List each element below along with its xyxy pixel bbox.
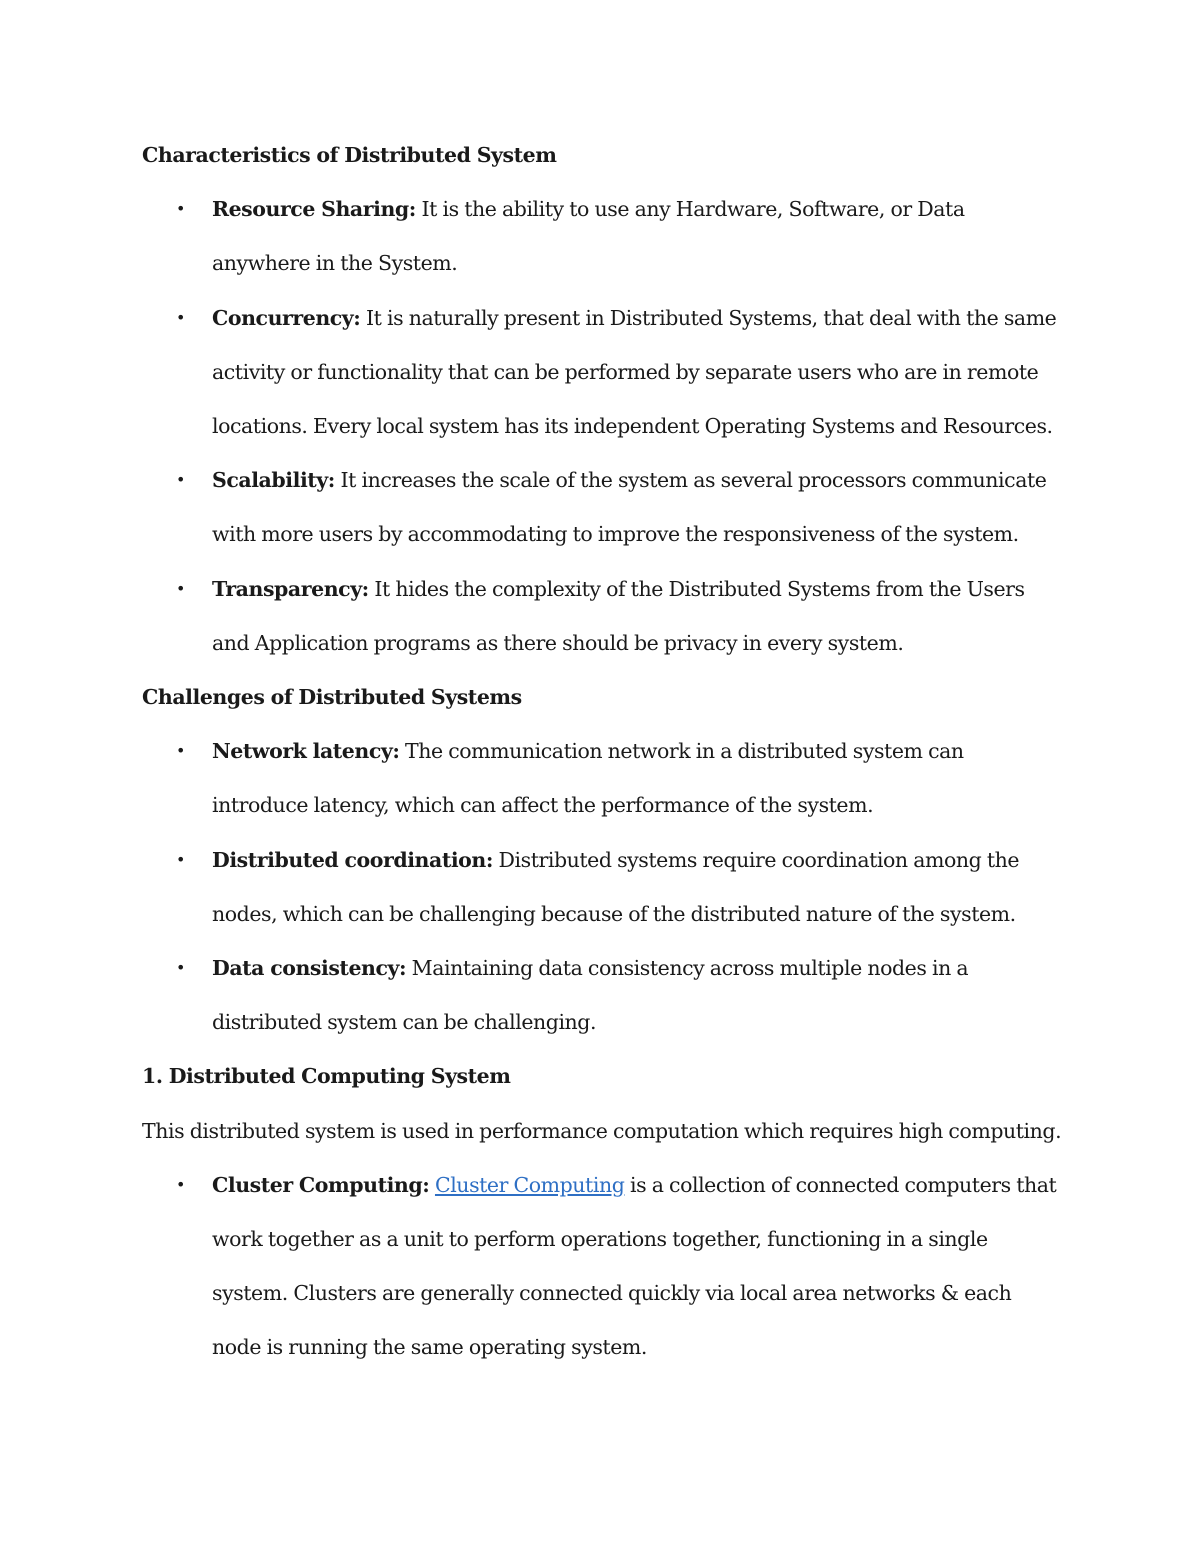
item-term: Data consistency: xyxy=(212,956,407,981)
item-text: It is naturally present in Distributed Systems, that deal with the same activity or functionality that can be performed by separate users who are in remote locations. Every local system has its independent Operating Systems and Resources. xyxy=(212,305,1057,439)
item-term: Scalability: xyxy=(212,468,335,493)
bullet-icon: • xyxy=(176,578,185,598)
bullet-icon: • xyxy=(176,307,185,327)
list-item xyxy=(142,182,1062,290)
item-text: It hides the complexity of the Distributed Systems from the Users and Application programs as there should be privacy in every system. xyxy=(212,576,1025,655)
bullet-icon: • xyxy=(176,1174,185,1194)
list-item xyxy=(142,941,1062,1049)
item-term: Transparency: xyxy=(212,576,369,601)
list-item xyxy=(142,562,1062,670)
bullet-icon: • xyxy=(176,741,185,761)
list-item xyxy=(142,724,1062,832)
item-text: The communication network in a distributed system can introduce latency, which can affect the performance of the system. xyxy=(212,739,964,818)
section-heading-challenges: Challenges of Distributed Systems xyxy=(142,685,522,710)
challenges-list xyxy=(142,724,1062,1049)
bullet-icon: • xyxy=(176,199,185,219)
item-text: It increases the scale of the system as several processors communicate with more users by accommodating to improve the responsiveness of the system. xyxy=(212,468,1047,547)
section-heading-characteristics: Characteristics of Distributed System xyxy=(142,143,557,167)
item-text: Distributed systems require coordination among the nodes, which can be challenging because of the distributed nature of the system. xyxy=(212,847,1020,926)
document-page xyxy=(142,128,1062,1375)
item-text: It is the ability to use any Hardware, Software, or Data anywhere in the System. xyxy=(212,197,965,276)
item-term: Resource Sharing: xyxy=(212,197,416,222)
bullet-icon: • xyxy=(176,849,185,869)
cluster-computing-link[interactable]: Cluster Computing xyxy=(434,1172,625,1197)
item-term: Cluster Computing: xyxy=(212,1172,430,1197)
item-term: Concurrency: xyxy=(212,305,361,330)
characteristics-list xyxy=(142,182,1062,670)
item-text: is a collection of connected computers that work together as a unit to perform operations together, functioning in a single system. Clusters are generally connected quickly via local area networks & each node is running the same operating system. xyxy=(212,1172,1057,1360)
list-item xyxy=(142,453,1062,561)
list-item xyxy=(142,291,1062,454)
section-intro: This distributed system is used in performance computation which requires high computing. xyxy=(142,1118,1062,1143)
item-term: Network latency: xyxy=(212,739,400,764)
item-term: Distributed coordination: xyxy=(212,847,493,872)
bullet-icon: • xyxy=(176,958,185,978)
bullet-icon: • xyxy=(176,470,185,490)
list-item xyxy=(142,833,1062,941)
computing-list xyxy=(142,1158,1062,1375)
item-text: Maintaining data consistency across multiple nodes in a distributed system can be challenging. xyxy=(212,956,969,1035)
list-item xyxy=(142,1158,1062,1375)
section-heading-computing: 1. Distributed Computing System xyxy=(142,1064,511,1089)
